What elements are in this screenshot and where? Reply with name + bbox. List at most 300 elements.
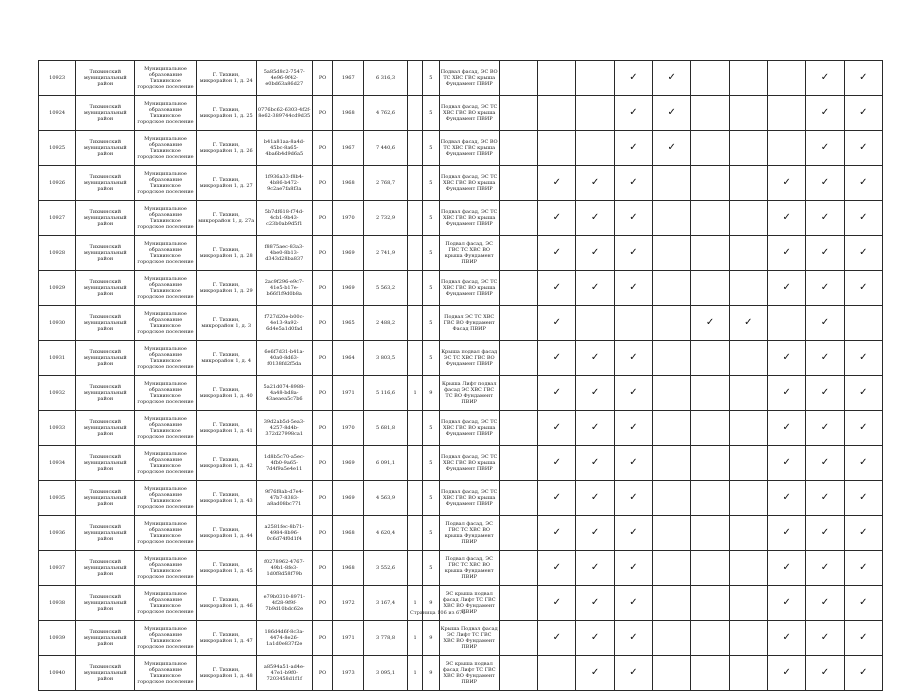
cell-floors: 5 [423,201,439,236]
cell-check [538,96,576,131]
checkmark-icon: ✓ [629,387,638,398]
cell-id: 10923 [39,61,76,96]
cell-check [806,621,844,656]
cell-form: РО [312,166,333,201]
cell-year: 1970 [333,411,364,446]
checkmark-icon: ✓ [782,527,791,538]
cell-works: Подвал фасад, ЭС ВО ТС ХВС ГВС крыша Фундамент ПВИР [439,61,499,96]
cell-guid: b41a81aa-8a4d-45bc-8a65-4ba6b4d9d6a5 [256,131,312,166]
cell-guid: 0776bc62-6303-4f2f-8e62-389744cd9d35 [256,96,312,131]
cell-address: Г. Тихвин, микрорайон 1, д. 45 [196,551,256,586]
checkmark-icon: ✓ [859,352,868,363]
cell-check [806,586,844,621]
cell-check [576,376,614,411]
cell-works: Подвал фасад, ЭС ТС ХВС ГВС ВО крыша Фундамент ПВИР [439,201,499,236]
cell-check [806,376,844,411]
cell-district: Тихвинский муниципальный район [76,61,135,96]
checkmark-icon: ✓ [782,667,791,678]
cell-check [576,621,614,656]
cell-id: 10928 [39,236,76,271]
cell-form: РО [312,271,333,306]
cell-check [844,271,882,306]
checkmark-icon: ✓ [820,72,830,83]
checkmark-icon: ✓ [859,527,868,538]
cell-area: 3 552,6 [364,551,408,586]
cell-check [614,96,652,131]
checkmark-icon: ✓ [782,422,791,433]
checkmark-icon: ✓ [782,597,791,608]
cell-check-empty [499,96,537,131]
cell-floors: 5 [423,236,439,271]
checkmark-icon: ✓ [859,597,868,608]
cell-check [576,236,614,271]
cell-check [806,516,844,551]
cell-area: 3 803,5 [364,341,408,376]
checkmark-icon: ✓ [859,247,868,258]
cell-owner: Муниципальное образование Тихвинское городское поселение [135,306,196,341]
cell-check [806,166,844,201]
checkmark-icon: ✓ [629,177,638,188]
cell-owner: Муниципальное образование Тихвинское городское поселение [135,621,196,656]
cell-check-empty [499,411,537,446]
table-row [39,551,883,586]
checkmark-icon: ✓ [629,457,638,468]
checkmark-icon: ✓ [629,247,638,258]
cell-check-empty [499,306,537,341]
checkmark-icon: ✓ [859,107,868,118]
cell-check [614,481,652,516]
cell-check [614,341,652,376]
checkmark-icon: ✓ [782,212,791,223]
cell-owner: Муниципальное образование Тихвинское городское поселение [135,586,196,621]
cell-address: Г. Тихвин, микрорайон 1, д. 46 [196,586,256,621]
cell-owner: Муниципальное образование Тихвинское городское поселение [135,61,196,96]
cell-check [614,586,652,621]
checkmark-icon: ✓ [859,422,868,433]
cell-check [691,656,729,691]
cell-check [691,201,729,236]
cell-owner: Муниципальное образование Тихвинское городское поселение [135,166,196,201]
cell-district: Тихвинский муниципальный район [76,376,135,411]
cell-form: РО [312,201,333,236]
checkmark-icon: ✓ [629,422,638,433]
cell-year: 1965 [333,306,364,341]
cell-check [614,201,652,236]
checkmark-icon: ✓ [820,457,830,468]
cell-check [538,621,576,656]
cell-id: 10940 [39,656,76,691]
checkmark-icon: ✓ [859,72,868,83]
cell-check [729,166,767,201]
cell-check [576,656,614,691]
cell-check [614,166,652,201]
cell-check [538,446,576,481]
cell-address: Г. Тихвин, микрорайон 1, д. 27 [196,166,256,201]
cell-check [729,516,767,551]
cell-guid: 2ac9f296-e9c7-41e5-b17e-b66f1f9d0b8a [256,271,312,306]
cell-year: 1973 [333,656,364,691]
cell-form: РО [312,586,333,621]
cell-address: Г. Тихвин, микрорайон 1, д. 27а [196,201,256,236]
cell-check [653,376,691,411]
cell-check-empty [499,236,537,271]
cell-check [614,61,652,96]
checkmark-icon: ✓ [782,177,791,188]
cell-district: Тихвинский муниципальный район [76,411,135,446]
table-row [39,306,883,341]
cell-year: 1972 [333,586,364,621]
cell-check [767,551,805,586]
cell-check [538,341,576,376]
cell-check [538,236,576,271]
cell-owner: Муниципальное образование Тихвинское городское поселение [135,271,196,306]
checkmark-icon: ✓ [820,562,830,573]
cell-check [538,306,576,341]
cell-owner: Муниципальное образование Тихвинское городское поселение [135,131,196,166]
cell-form: РО [312,411,333,446]
cell-check [691,306,729,341]
table-row [39,656,883,691]
cell-guid: 5b7df618-f74d-4cb1-9b43-c23b0ab9d5f1 [256,201,312,236]
checkmark-icon: ✓ [782,457,791,468]
cell-district: Тихвинский муниципальный район [76,446,135,481]
checkmark-icon: ✓ [782,387,791,398]
checkmark-icon: ✓ [859,282,868,293]
checkmark-icon: ✓ [552,422,561,433]
cell-check [729,621,767,656]
cell-check [653,236,691,271]
cell-check [844,376,882,411]
cell-id: 10926 [39,166,76,201]
cell-id: 10933 [39,411,76,446]
cell-check [653,586,691,621]
cell-works: Подвал фасад, ЭС ВО ТС ХВС ГВС крыша Фундамент ПВИР [439,131,499,166]
cell-check-empty [499,341,537,376]
cell-check [729,586,767,621]
cell-district: Тихвинский муниципальный район [76,166,135,201]
cell-check [729,656,767,691]
cell-owner: Муниципальное образование Тихвинское городское поселение [135,656,196,691]
cell-district: Тихвинский муниципальный район [76,96,135,131]
cell-check [844,96,882,131]
table-row [39,621,883,656]
checkmark-icon: ✓ [820,422,830,433]
checkmark-icon: ✓ [859,387,868,398]
cell-year: 1968 [333,551,364,586]
cell-check [767,131,805,166]
cell-area: 5 116,6 [364,376,408,411]
cell-check [767,96,805,131]
cell-guid: f0278962-4767-49b1-8fe3-1d0f8d58f79b [256,551,312,586]
checkmark-icon: ✓ [859,457,868,468]
cell-check [614,516,652,551]
cell-owner: Муниципальное образование Тихвинское городское поселение [135,551,196,586]
cell-check [653,551,691,586]
cell-floors: 5 [423,96,439,131]
cell-check [653,341,691,376]
cell-check [576,61,614,96]
cell-works: Подвал фасад, ЭС ГВС ТС ХВС ВО крыша Фундамент ПВИР [439,551,499,586]
checkmark-icon: ✓ [552,562,561,573]
cell-guid: 1d8b5c70-a5ec-4fb0-9a65-7d4f9a5e4e11 [256,446,312,481]
checkmark-icon: ✓ [629,72,638,83]
cell-guid: 186d4d6f-8c3a-4474-8e26-1a1d0e837f2e [256,621,312,656]
cell-check [614,411,652,446]
checkmark-icon: ✓ [590,632,600,643]
checkmark-icon: ✓ [629,142,638,153]
checkmark-icon: ✓ [552,492,561,503]
cell-area: 3 095,1 [364,656,408,691]
register-table [38,60,883,691]
cell-check [691,586,729,621]
checkmark-icon: ✓ [667,107,676,118]
cell-district: Тихвинский муниципальный район [76,271,135,306]
cell-id: 10930 [39,306,76,341]
cell-check [653,621,691,656]
cell-year: 1967 [333,131,364,166]
checkmark-icon: ✓ [552,177,561,188]
cell-check [844,586,882,621]
cell-check [576,96,614,131]
checkmark-icon: ✓ [552,632,561,643]
cell-check [576,306,614,341]
checkmark-icon: ✓ [859,492,868,503]
cell-check [844,166,882,201]
cell-id: 10924 [39,96,76,131]
checkmark-icon: ✓ [667,72,676,83]
cell-elevators: 1 [407,376,422,411]
cell-check [691,551,729,586]
cell-id: 10934 [39,446,76,481]
cell-check [806,446,844,481]
cell-owner: Муниципальное образование Тихвинское городское поселение [135,201,196,236]
checkmark-icon: ✓ [552,247,561,258]
cell-area: 2 488,2 [364,306,408,341]
cell-year: 1964 [333,341,364,376]
cell-check [691,341,729,376]
cell-check [691,96,729,131]
cell-form: РО [312,481,333,516]
cell-area: 5 563,2 [364,271,408,306]
cell-form: РО [312,341,333,376]
cell-address: Г. Тихвин, микрорайон 1, д. 4 [196,341,256,376]
cell-owner: Муниципальное образование Тихвинское городское поселение [135,411,196,446]
cell-elevators [407,61,422,96]
cell-check [844,481,882,516]
cell-floors: 5 [423,306,439,341]
checkmark-icon: ✓ [590,667,600,678]
cell-check [767,166,805,201]
cell-owner: Муниципальное образование Тихвинское городское поселение [135,341,196,376]
cell-works: Подвал фасад, ЭС ГВС ТС ХВС ВО крыша Фундамент ПВИР [439,516,499,551]
cell-floors: 9 [423,656,439,691]
cell-elevators [407,341,422,376]
checkmark-icon: ✓ [820,597,830,608]
cell-check [844,61,882,96]
cell-elevators [407,236,422,271]
checkmark-icon: ✓ [782,492,791,503]
cell-check-empty [499,551,537,586]
cell-elevators [407,306,422,341]
cell-check [614,131,652,166]
cell-check [691,61,729,96]
cell-check [729,306,767,341]
cell-area: 6 316,3 [364,61,408,96]
cell-check [806,656,844,691]
cell-check [729,446,767,481]
cell-id: 10932 [39,376,76,411]
cell-area: 4 563,9 [364,481,408,516]
cell-works: ЭС крыша подвал фасад Лифт ТС ГВС ХВС ВО Фундамент ПВИР [439,586,499,621]
cell-check-empty [499,481,537,516]
cell-district: Тихвинский муниципальный район [76,341,135,376]
checkmark-icon: ✓ [552,597,561,608]
cell-check [767,586,805,621]
checkmark-icon: ✓ [782,282,791,293]
checkmark-icon: ✓ [629,562,638,573]
checkmark-icon: ✓ [859,177,868,188]
cell-check [729,201,767,236]
cell-check [614,446,652,481]
cell-floors: 5 [423,61,439,96]
cell-elevators [407,166,422,201]
cell-check-empty [499,201,537,236]
cell-check [653,96,691,131]
cell-check-empty [499,656,537,691]
cell-guid: e79b0310-8971-4f28-9f9f-7b9d10bdc62e [256,586,312,621]
checkmark-icon: ✓ [820,527,830,538]
checkmark-icon: ✓ [590,527,600,538]
cell-works: Крыша подвал фасад ЭС ТС ХВС ГВС ВО Фундамент ПВИР [439,341,499,376]
checkmark-icon: ✓ [629,667,638,678]
cell-check [538,551,576,586]
cell-check [729,481,767,516]
cell-district: Тихвинский муниципальный район [76,586,135,621]
table-row [39,166,883,201]
cell-check [729,376,767,411]
table-row [39,446,883,481]
cell-check [538,201,576,236]
cell-check-empty [499,376,537,411]
cell-district: Тихвинский муниципальный район [76,131,135,166]
cell-form: РО [312,656,333,691]
table-row [39,236,883,271]
cell-check [729,271,767,306]
checkmark-icon: ✓ [590,387,600,398]
cell-address: Г. Тихвин, микрорайон 1, д. 47 [196,621,256,656]
cell-check [767,446,805,481]
cell-check [767,306,805,341]
cell-check [653,306,691,341]
cell-check [844,516,882,551]
checkmark-icon: ✓ [782,562,791,573]
cell-address: Г. Тихвин, микрорайон 1, д. 3 [196,306,256,341]
cell-id: 10938 [39,586,76,621]
cell-check [691,236,729,271]
cell-guid: 6e6f7d31-b41a-40a0-8d63-f0138fd2f5da [256,341,312,376]
cell-check [538,131,576,166]
cell-check [538,376,576,411]
cell-id: 10939 [39,621,76,656]
cell-check-empty [499,516,537,551]
checkmark-icon: ✓ [590,247,600,258]
cell-check-empty [499,446,537,481]
cell-check [653,446,691,481]
cell-owner: Муниципальное образование Тихвинское городское поселение [135,481,196,516]
checkmark-icon: ✓ [820,492,830,503]
cell-elevators: 1 [407,586,422,621]
cell-district: Тихвинский муниципальный район [76,551,135,586]
cell-check [691,131,729,166]
checkmark-icon: ✓ [629,212,638,223]
cell-form: РО [312,306,333,341]
cell-area: 3 167,4 [364,586,408,621]
cell-area: 7 440,6 [364,131,408,166]
cell-check [614,551,652,586]
cell-check [729,131,767,166]
cell-guid: 5a85d8c2-7547-4e96-9f42-e0bd63a86d27 [256,61,312,96]
cell-floors: 5 [423,411,439,446]
cell-district: Тихвинский муниципальный район [76,621,135,656]
cell-guid: f727d20e-b00c-4e13-9a92-6d4e5a1d0fad [256,306,312,341]
cell-works: ЭС крыша подвал фасад Лифт ТС ГВС ХВС ВО Фундамент ПВИР [439,656,499,691]
cell-elevators: 1 [407,621,422,656]
cell-check [806,551,844,586]
cell-check [538,166,576,201]
cell-check [576,271,614,306]
cell-check [767,271,805,306]
cell-year: 1968 [333,96,364,131]
cell-owner: Муниципальное образование Тихвинское городское поселение [135,446,196,481]
cell-check [576,516,614,551]
cell-form: РО [312,96,333,131]
cell-check [806,411,844,446]
table-row [39,61,883,96]
cell-year: 1967 [333,61,364,96]
cell-check [729,96,767,131]
cell-year: 1970 [333,201,364,236]
cell-check [844,201,882,236]
cell-check [844,621,882,656]
checkmark-icon: ✓ [590,457,600,468]
cell-check [614,236,652,271]
cell-check [767,411,805,446]
cell-check [729,236,767,271]
cell-check [806,236,844,271]
cell-floors: 5 [423,131,439,166]
cell-year: 1968 [333,166,364,201]
cell-check [653,481,691,516]
checkmark-icon: ✓ [820,247,830,258]
cell-check [844,131,882,166]
cell-check [729,341,767,376]
cell-form: РО [312,621,333,656]
cell-check [806,201,844,236]
checkmark-icon: ✓ [820,387,830,398]
checkmark-icon: ✓ [820,142,830,153]
cell-check [729,551,767,586]
cell-elevators [407,131,422,166]
checkmark-icon: ✓ [820,317,830,328]
cell-year: 1968 [333,516,364,551]
cell-check [691,446,729,481]
cell-district: Тихвинский муниципальный район [76,306,135,341]
cell-id: 10929 [39,271,76,306]
cell-check [691,621,729,656]
cell-owner: Муниципальное образование Тихвинское городское поселение [135,376,196,411]
cell-owner: Муниципальное образование Тихвинское городское поселение [135,236,196,271]
cell-form: РО [312,236,333,271]
